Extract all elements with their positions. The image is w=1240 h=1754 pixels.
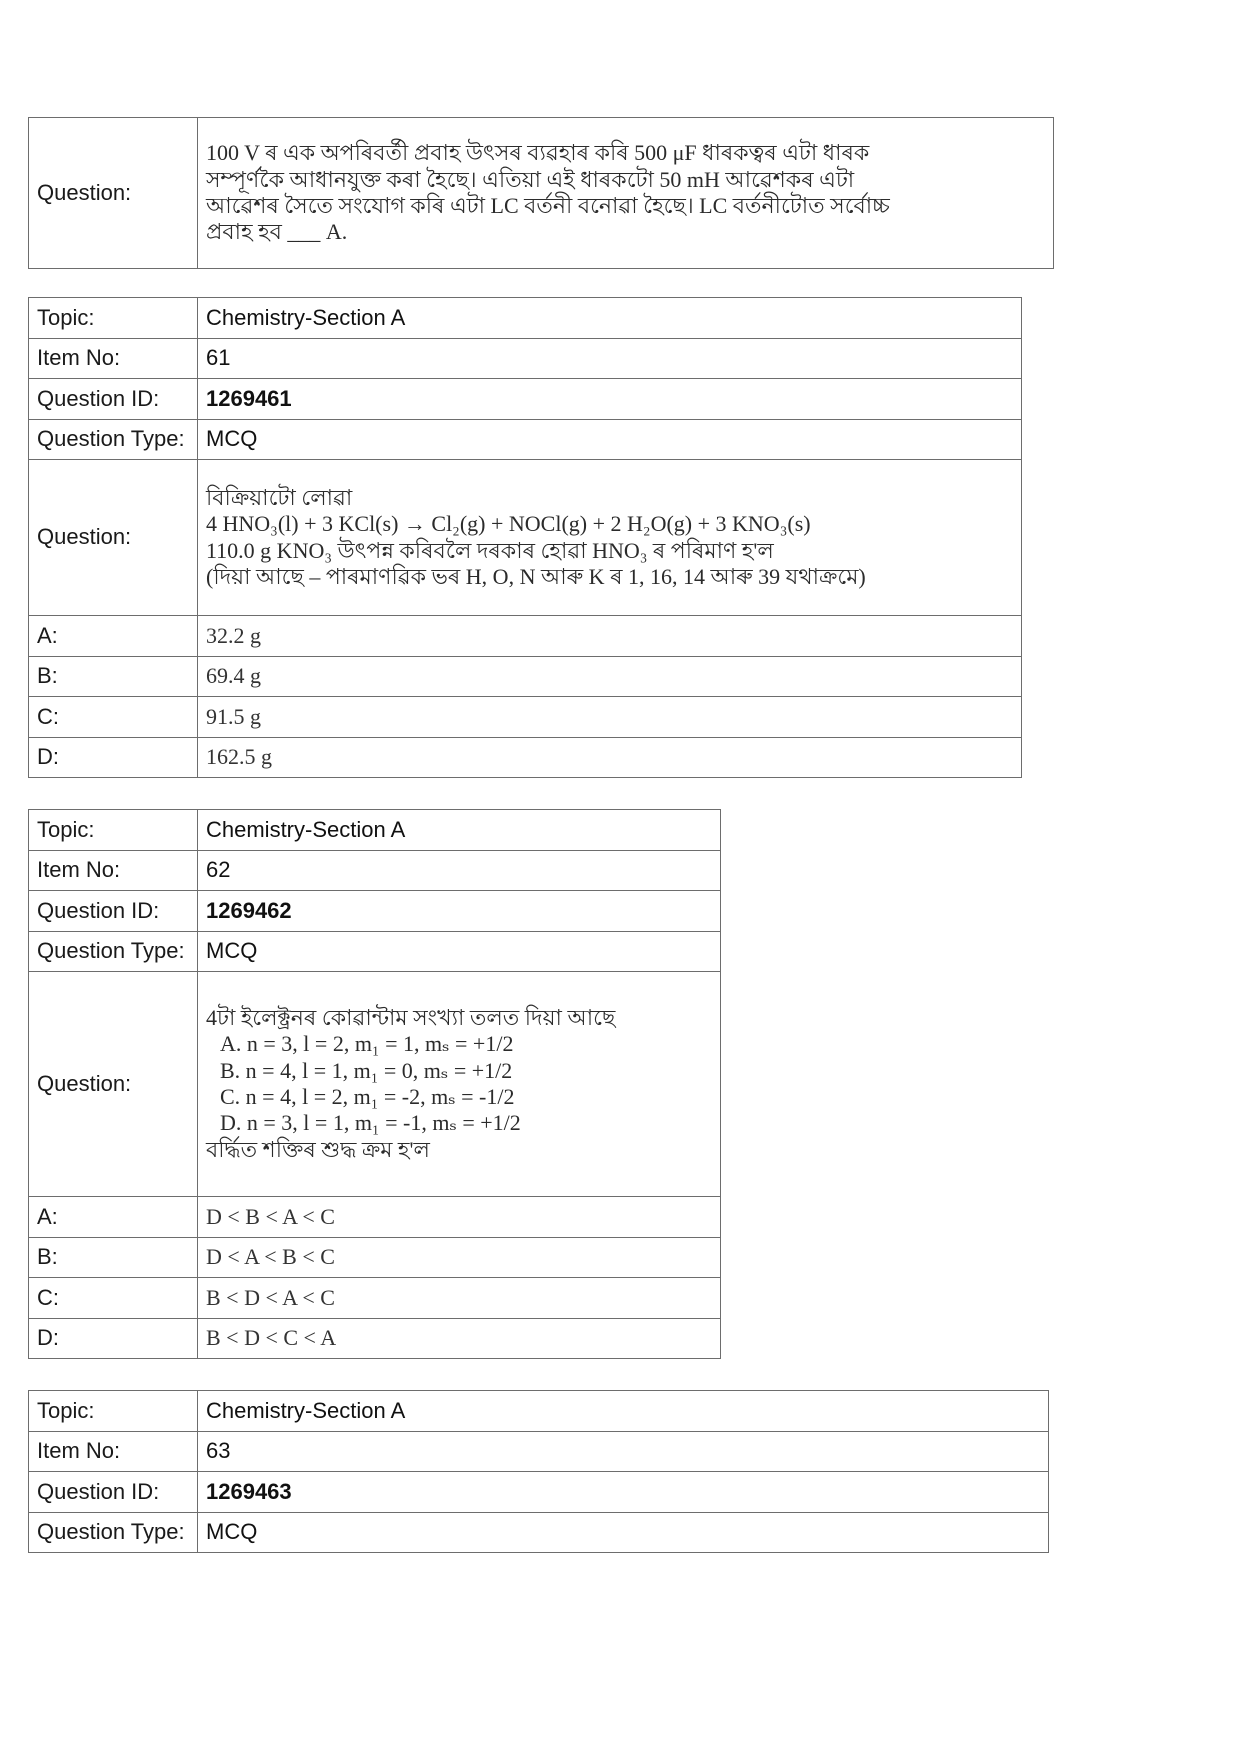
item-label: Item No: (29, 338, 198, 379)
question-id-row (29, 891, 721, 932)
option-value: D < A < B < C (198, 1237, 721, 1278)
option-label: C: (29, 697, 198, 738)
question-id-value: 1269463 (198, 1472, 1049, 1513)
option-label: B: (29, 656, 198, 697)
option-row (29, 1197, 721, 1238)
option-row (29, 616, 1022, 657)
option-row (29, 1237, 721, 1278)
option-row (29, 737, 1022, 778)
question-item: C. n = 4, l = 2, m₁ = -2, mₛ = -1/2 (220, 1084, 515, 1109)
option-label: D: (29, 1318, 198, 1359)
question-text (198, 972, 721, 1197)
item-value: 63 (198, 1431, 1049, 1472)
question-line: (দিয়া আছে – পাৰমাণৱিক ভৰ H, O, N আৰু K ৰ 1, 16, 14 আৰু 39 যথাক্ৰমে) (206, 563, 866, 589)
question-id-row (29, 1472, 1049, 1513)
question-id-label: Question ID: (29, 1472, 198, 1513)
question-id-label: Question ID: (29, 891, 198, 932)
question-id-label: Question ID: (29, 379, 198, 420)
item-label: Item No: (29, 850, 198, 891)
item-label: Item No: (29, 1431, 198, 1472)
option-value: 91.5 g (198, 697, 1022, 738)
question-type-row (29, 419, 1022, 460)
option-label: C: (29, 1278, 198, 1319)
question-text (198, 118, 1054, 269)
question-row (29, 118, 1054, 269)
question-id-value: 1269461 (198, 379, 1022, 420)
option-value: 69.4 g (198, 656, 1022, 697)
question-table-63 (28, 1390, 1049, 1553)
topic-label: Topic: (29, 298, 198, 339)
topic-value: Chemistry-Section A (198, 810, 721, 851)
option-row (29, 1278, 721, 1319)
item-row (29, 1431, 1049, 1472)
topic-value: Chemistry-Section A (198, 298, 1022, 339)
option-value: B < D < C < A (198, 1318, 721, 1359)
question-outro: বৰ্দ্ধিত শক্তিৰ শুদ্ধ ক্ৰম হ'ল (206, 1136, 430, 1162)
question-type-value: MCQ (198, 419, 1022, 460)
question-line: প্ৰবাহ হব ___ A. (206, 219, 348, 245)
option-label: D: (29, 737, 198, 778)
question-id-value: 1269462 (198, 891, 721, 932)
item-value: 61 (198, 338, 1022, 379)
item-row (29, 338, 1022, 379)
topic-row (29, 298, 1022, 339)
question-line: 100 V ৰ এক অপৰিবৰ্তী প্ৰবাহ উৎসৰ ব্যৱহাৰ কৰি 500 μF ধাৰকত্বৰ এটা ধাৰক (206, 140, 870, 166)
question-label: Question: (29, 118, 198, 269)
option-row (29, 1318, 721, 1359)
option-row (29, 697, 1022, 738)
option-row (29, 656, 1022, 697)
question-item: A. n = 3, l = 2, m₁ = 1, mₛ = +1/2 (220, 1031, 514, 1057)
question-label: Question: (29, 972, 198, 1197)
question-item: B. n = 4, l = 1, m₁ = 0, mₛ = +1/2 (220, 1057, 513, 1083)
topic-row (29, 1391, 1049, 1432)
option-value: D < B < A < C (198, 1197, 721, 1238)
question-text (198, 460, 1022, 616)
question-type-row (29, 931, 721, 972)
question-row (29, 460, 1022, 616)
question-type-row (29, 1512, 1049, 1553)
question-label: Question: (29, 460, 198, 616)
question-type-label: Question Type: (29, 1512, 198, 1553)
question-line: সম্পূৰ্ণকৈ আধানযুক্ত কৰা হৈছে। এতিয়া এই ধাৰকটো 50 mH আৱেশকৰ এটা (206, 166, 855, 192)
question-table-61 (28, 297, 1022, 778)
question-line: 4 HNO₃(l) + 3 KCl(s) → Cl₂(g) + NOCl(g) + 2 H₂O(g) + 3 KNO₃(s) (206, 511, 811, 537)
question-table-prev (28, 117, 1054, 269)
question-line: 110.0 g KNO₃ উৎপন্ন কৰিবলৈ দৰকাৰ হোৱা HNO₃ ৰ পৰিমাণ হ'ল (206, 537, 774, 563)
question-line: বিক্ৰিয়াটো লোৱা (206, 484, 353, 510)
option-label: B: (29, 1237, 198, 1278)
question-id-row (29, 379, 1022, 420)
topic-label: Topic: (29, 1391, 198, 1432)
question-type-label: Question Type: (29, 931, 198, 972)
topic-label: Topic: (29, 810, 198, 851)
option-value: 32.2 g (198, 616, 1022, 657)
option-value: B < D < A < C (198, 1278, 721, 1319)
question-line: আৱেশৰ সৈতে সংযোগ কৰি এটা LC বৰ্তনী বনোৱা হৈছে। LC বৰ্তনীটোত সৰ্বোচ্চ (206, 193, 890, 218)
topic-row (29, 810, 721, 851)
item-row (29, 850, 721, 891)
question-type-label: Question Type: (29, 419, 198, 460)
question-type-value: MCQ (198, 931, 721, 972)
option-label: A: (29, 616, 198, 657)
question-table-62 (28, 809, 721, 1359)
question-intro: 4টা ইলেক্ট্ৰনৰ কোৱান্টাম সংখ্যা তলত দিয়া আছে (206, 1004, 616, 1030)
question-type-value: MCQ (198, 1512, 1049, 1553)
option-value: 162.5 g (198, 737, 1022, 778)
item-value: 62 (198, 850, 721, 891)
option-label: A: (29, 1197, 198, 1238)
question-item: D. n = 3, l = 1, m₁ = -1, mₛ = +1/2 (220, 1110, 521, 1136)
question-row (29, 972, 721, 1197)
topic-value: Chemistry-Section A (198, 1391, 1049, 1432)
